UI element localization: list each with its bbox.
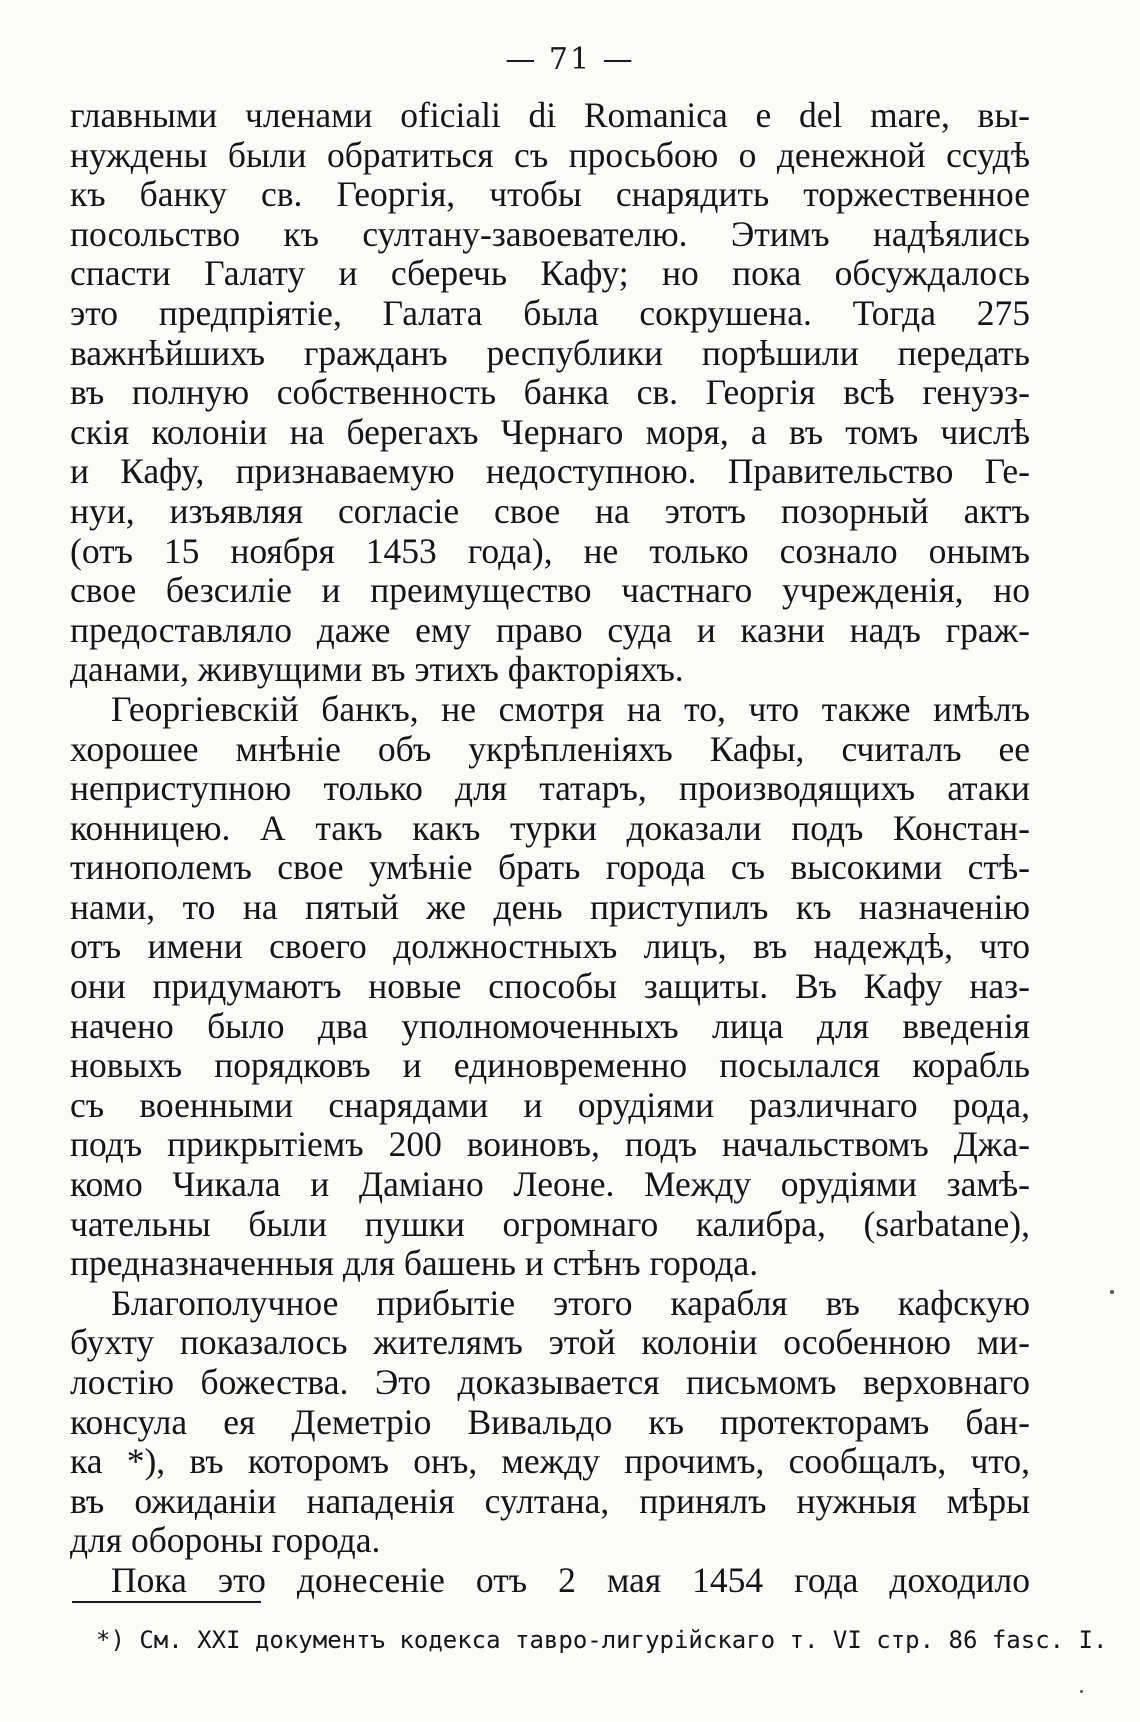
- text-line: съ военными снарядами и орудіями различнаго рода,: [70, 1084, 1030, 1125]
- scan-speck: [1110, 1290, 1114, 1294]
- text-line: данами, живущими въ этихъ факторіяхъ.: [70, 649, 684, 690]
- text-line: Пока это донесеніе отъ 2 мая 1454 года доходило: [111, 1559, 1030, 1600]
- text-line: ка *), въ которомъ онъ, между прочимъ, сообщалъ, что,: [70, 1441, 1030, 1482]
- footnote: *) См. XXI документъ кодекса тавро-лигурійскаго т. VI стр. 86 fasc. I.: [96, 1626, 1108, 1654]
- text-line: и Кафу, признаваемую недоступною. Правительство Ге-: [70, 451, 1030, 492]
- text-line: нами, то на пятый же день приступилъ къ назначенію: [70, 886, 1030, 927]
- paragraph-4: [70, 1561, 1030, 1601]
- text-line: конницею. А такъ какъ турки доказали подъ Констан-: [70, 807, 1030, 848]
- text-line: консула ея Деметріо Вивальдо къ протекторамъ бан-: [70, 1401, 1030, 1442]
- text-line: предоставляло даже ему право суда и казни надъ граж-: [70, 609, 1030, 650]
- text-line: чательны были пушки огромнаго калибра, (sarbatane),: [70, 1203, 1030, 1244]
- text-line: въ ожиданіи нападенія султана, принялъ нужныя мѣры: [70, 1480, 1030, 1521]
- text-line: къ банку св. Георгія, чтобы снарядить торжественное: [70, 174, 1030, 215]
- text-line: для обороны города.: [70, 1520, 381, 1561]
- text-line: тинополемъ свое умѣніе брать города съ высокими стѣ-: [70, 847, 1030, 888]
- text-line: спасти Галату и сберечь Кафу; но пока обсуждалось: [70, 253, 1030, 294]
- text-line: нуи, изъявляя согласіе свое на этотъ позорный актъ: [70, 490, 1030, 531]
- text-line: свое безсиліе и преимущество частнаго учрежденія, но: [70, 570, 1030, 611]
- text-line: бухту показалось жителямъ этой колоніи особенною ми-: [70, 1322, 1030, 1363]
- text-line: въ полную собственность банка св. Георгія всѣ генуэз-: [70, 372, 1030, 413]
- text-line: Благополучное прибытіе этого карабля въ кафскую: [111, 1282, 1030, 1323]
- text-line: Георгіевскій банкъ, не смотря на то, что также имѣлъ: [111, 688, 1030, 729]
- text-line: лостію божества. Это доказывается письмомъ верховнаго: [70, 1362, 1030, 1402]
- text-line: подъ прикрытіемъ 200 воиновъ, подъ начальствомъ Джа-: [70, 1124, 1030, 1165]
- text-line: главными членами oficiali di Romanica e del mare, вы-: [70, 95, 1030, 135]
- footnote-divider: [72, 1601, 261, 1603]
- text-line: (отъ 15 ноября 1453 года), не только сознало онымъ: [70, 530, 1030, 571]
- paragraph-1: [70, 96, 1030, 690]
- text-line: отъ имени своего должностныхъ лицъ, въ надеждѣ, что: [70, 926, 1030, 967]
- scan-speck: [1080, 1690, 1083, 1693]
- text-line: комо Чикала и Даміано Леоне. Между орудіями замѣ-: [70, 1164, 1030, 1205]
- body-text: [70, 96, 1030, 1601]
- paragraph-3: [70, 1284, 1030, 1561]
- text-line: нуждены были обратиться съ просьбою о денежной ссудѣ: [70, 134, 1030, 175]
- text-line: посольство къ султану-завоевателю. Этимъ надѣялись: [70, 213, 1030, 254]
- text-line: новыхъ порядковъ и единовременно посылался корабль: [70, 1045, 1030, 1086]
- text-line: начено было два уполномоченныхъ лица для введенія: [70, 1005, 1030, 1046]
- text-line: хорошее мнѣніе объ укрѣпленіяхъ Кафы, считалъ ее: [70, 728, 1030, 769]
- text-line: важнѣйшихъ гражданъ республики порѣшили передать: [70, 332, 1030, 373]
- text-line: предназначенныя для башень и стѣнъ города.: [70, 1243, 759, 1284]
- text-line: скія колоніи на берегахъ Чернаго моря, а въ томъ числѣ: [70, 411, 1030, 452]
- text-line: это предпріятіе, Галата была сокрушена. Тогда 275: [70, 292, 1030, 333]
- page-number: — 71 —: [505, 42, 635, 77]
- text-line: они придумаютъ новые способы защиты. Въ Кафу наз-: [70, 966, 1030, 1007]
- paragraph-2: [70, 690, 1030, 1284]
- text-line: неприступною только для татаръ, производящихъ атаки: [70, 768, 1030, 809]
